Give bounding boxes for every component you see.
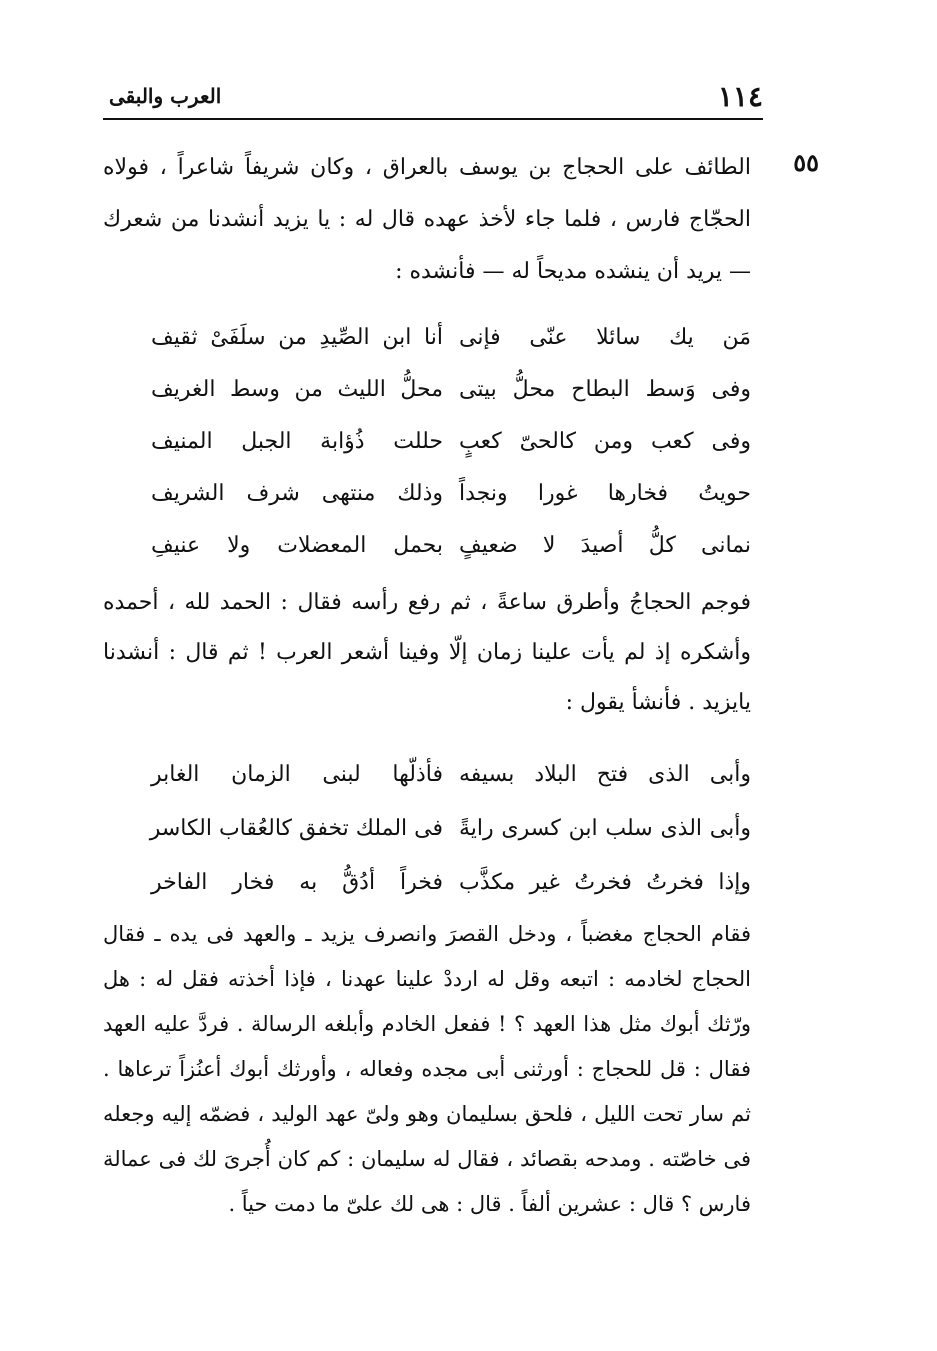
page-number: ١١٤	[717, 80, 763, 113]
verse-second-hemistich: فى الملك تخفق كالعُقاب الكاسر	[149, 816, 443, 841]
verse-second-hemistich: فخراً أدُقُّ به فخار الفاخر	[151, 870, 443, 895]
verse-second-hemistich: وذلك منتهى شرف الشريف	[151, 481, 443, 506]
poem-second	[151, 748, 751, 910]
poem-verse	[151, 748, 751, 802]
poem-verse	[151, 802, 751, 856]
poem-verse	[151, 468, 751, 520]
verse-first-hemistich: وأبى الذى سلب ابن كسرى رايةً	[459, 816, 751, 841]
verse-first-hemistich: نمانى كلُّ أصيدَ لا ضعيفٍ	[459, 533, 751, 558]
page-header	[103, 78, 763, 120]
verse-second-hemistich: أنا ابن الصِّيدِ من سلَفَىْ ثقيف	[151, 325, 443, 350]
verse-first-hemistich: حويتُ فخارها غورا ونجداً	[459, 481, 751, 506]
verse-second-hemistich: بحمل المعضلات ولا عنيفِ	[151, 533, 443, 558]
poem-verse	[151, 856, 751, 910]
verse-second-hemistich: حللت ذُؤابة الجبل المنيف	[151, 429, 443, 454]
verse-first-hemistich: وفى كعب ومن كالحىّ كعبٍ	[459, 429, 751, 454]
poem-verse	[151, 364, 751, 416]
paragraph-middle: فوجم الحجاجُ وأطرق ساعةً ، ثم رفع رأسه فقال : الحمد لله ، أحمده وأشكره إذ لم يأت علينا زمان إلّا وفينا أشعر العرب ! ثم قال : أنشدنا يايزيد . فأنشأ يقول :	[103, 590, 751, 715]
paragraph-closing: فقام الحجاج مغضباً ، ودخل القصرَ وانصرف يزيد ـ والعهد فى يده ـ فقال الحجاج لخادمه : اتبعه وقل له ارددْ علينا عهدنا ، فإذا أخذته فقل له : هل ورّثك أبوك مثل هذا العهد ؟ ! ففعل الخادم وأبلغه الرسالة . فردَّ عليه العهد فقال : قل للحجاج : أورثنى أبى مجده وفعاله ، وأورثك أبوك أعنُزاً ترعاها . ثم سار تحت الليل ، فلحق بسليمان وهو ولىّ عهد الوليد ، فضمّه إليه وجعله فى خاصّته . ومدحه بقصائد ، فقال له سليمان : كم كان أُجرىَ لك فى عمالة فارس ؟ قال : عشرين ألفاً . قال : هى لك علىّ ما دمت حياً .	[103, 922, 751, 1216]
verse-first-hemistich: مَن يك سائلا عنّى فإنى	[459, 325, 751, 350]
verse-second-hemistich: فأذلّها لبنى الزمان الغابر	[151, 762, 443, 787]
poem-verse	[151, 416, 751, 468]
verse-first-hemistich: وفى وَسط البطاح محلُّ بيتى	[459, 377, 751, 402]
verse-first-hemistich: وأبى الذى فتح البلاد بسيفه	[459, 762, 751, 787]
paragraph-intro: الطائف على الحجاج بن يوسف بالعراق ، وكان شريفاً شاعراً ، فولاه الحجّاج فارس ، فلما جاء لأخذ عهده قال له : يا يزيد أنشدنا من شعرك — يريد أن ينشده مديحاً له — فأنشده :	[103, 155, 751, 284]
running-title: العرب والبقى	[109, 84, 222, 108]
poem-first	[151, 312, 751, 572]
poem-verse	[151, 312, 751, 364]
verse-second-hemistich: محلُّ الليث من وسط الغريف	[151, 377, 443, 402]
verse-first-hemistich: وإذا فخرتُ فخرتُ غير مكذَّب	[459, 870, 751, 895]
paragraph-number: ٥٥	[793, 148, 819, 177]
poem-verse	[151, 520, 751, 572]
